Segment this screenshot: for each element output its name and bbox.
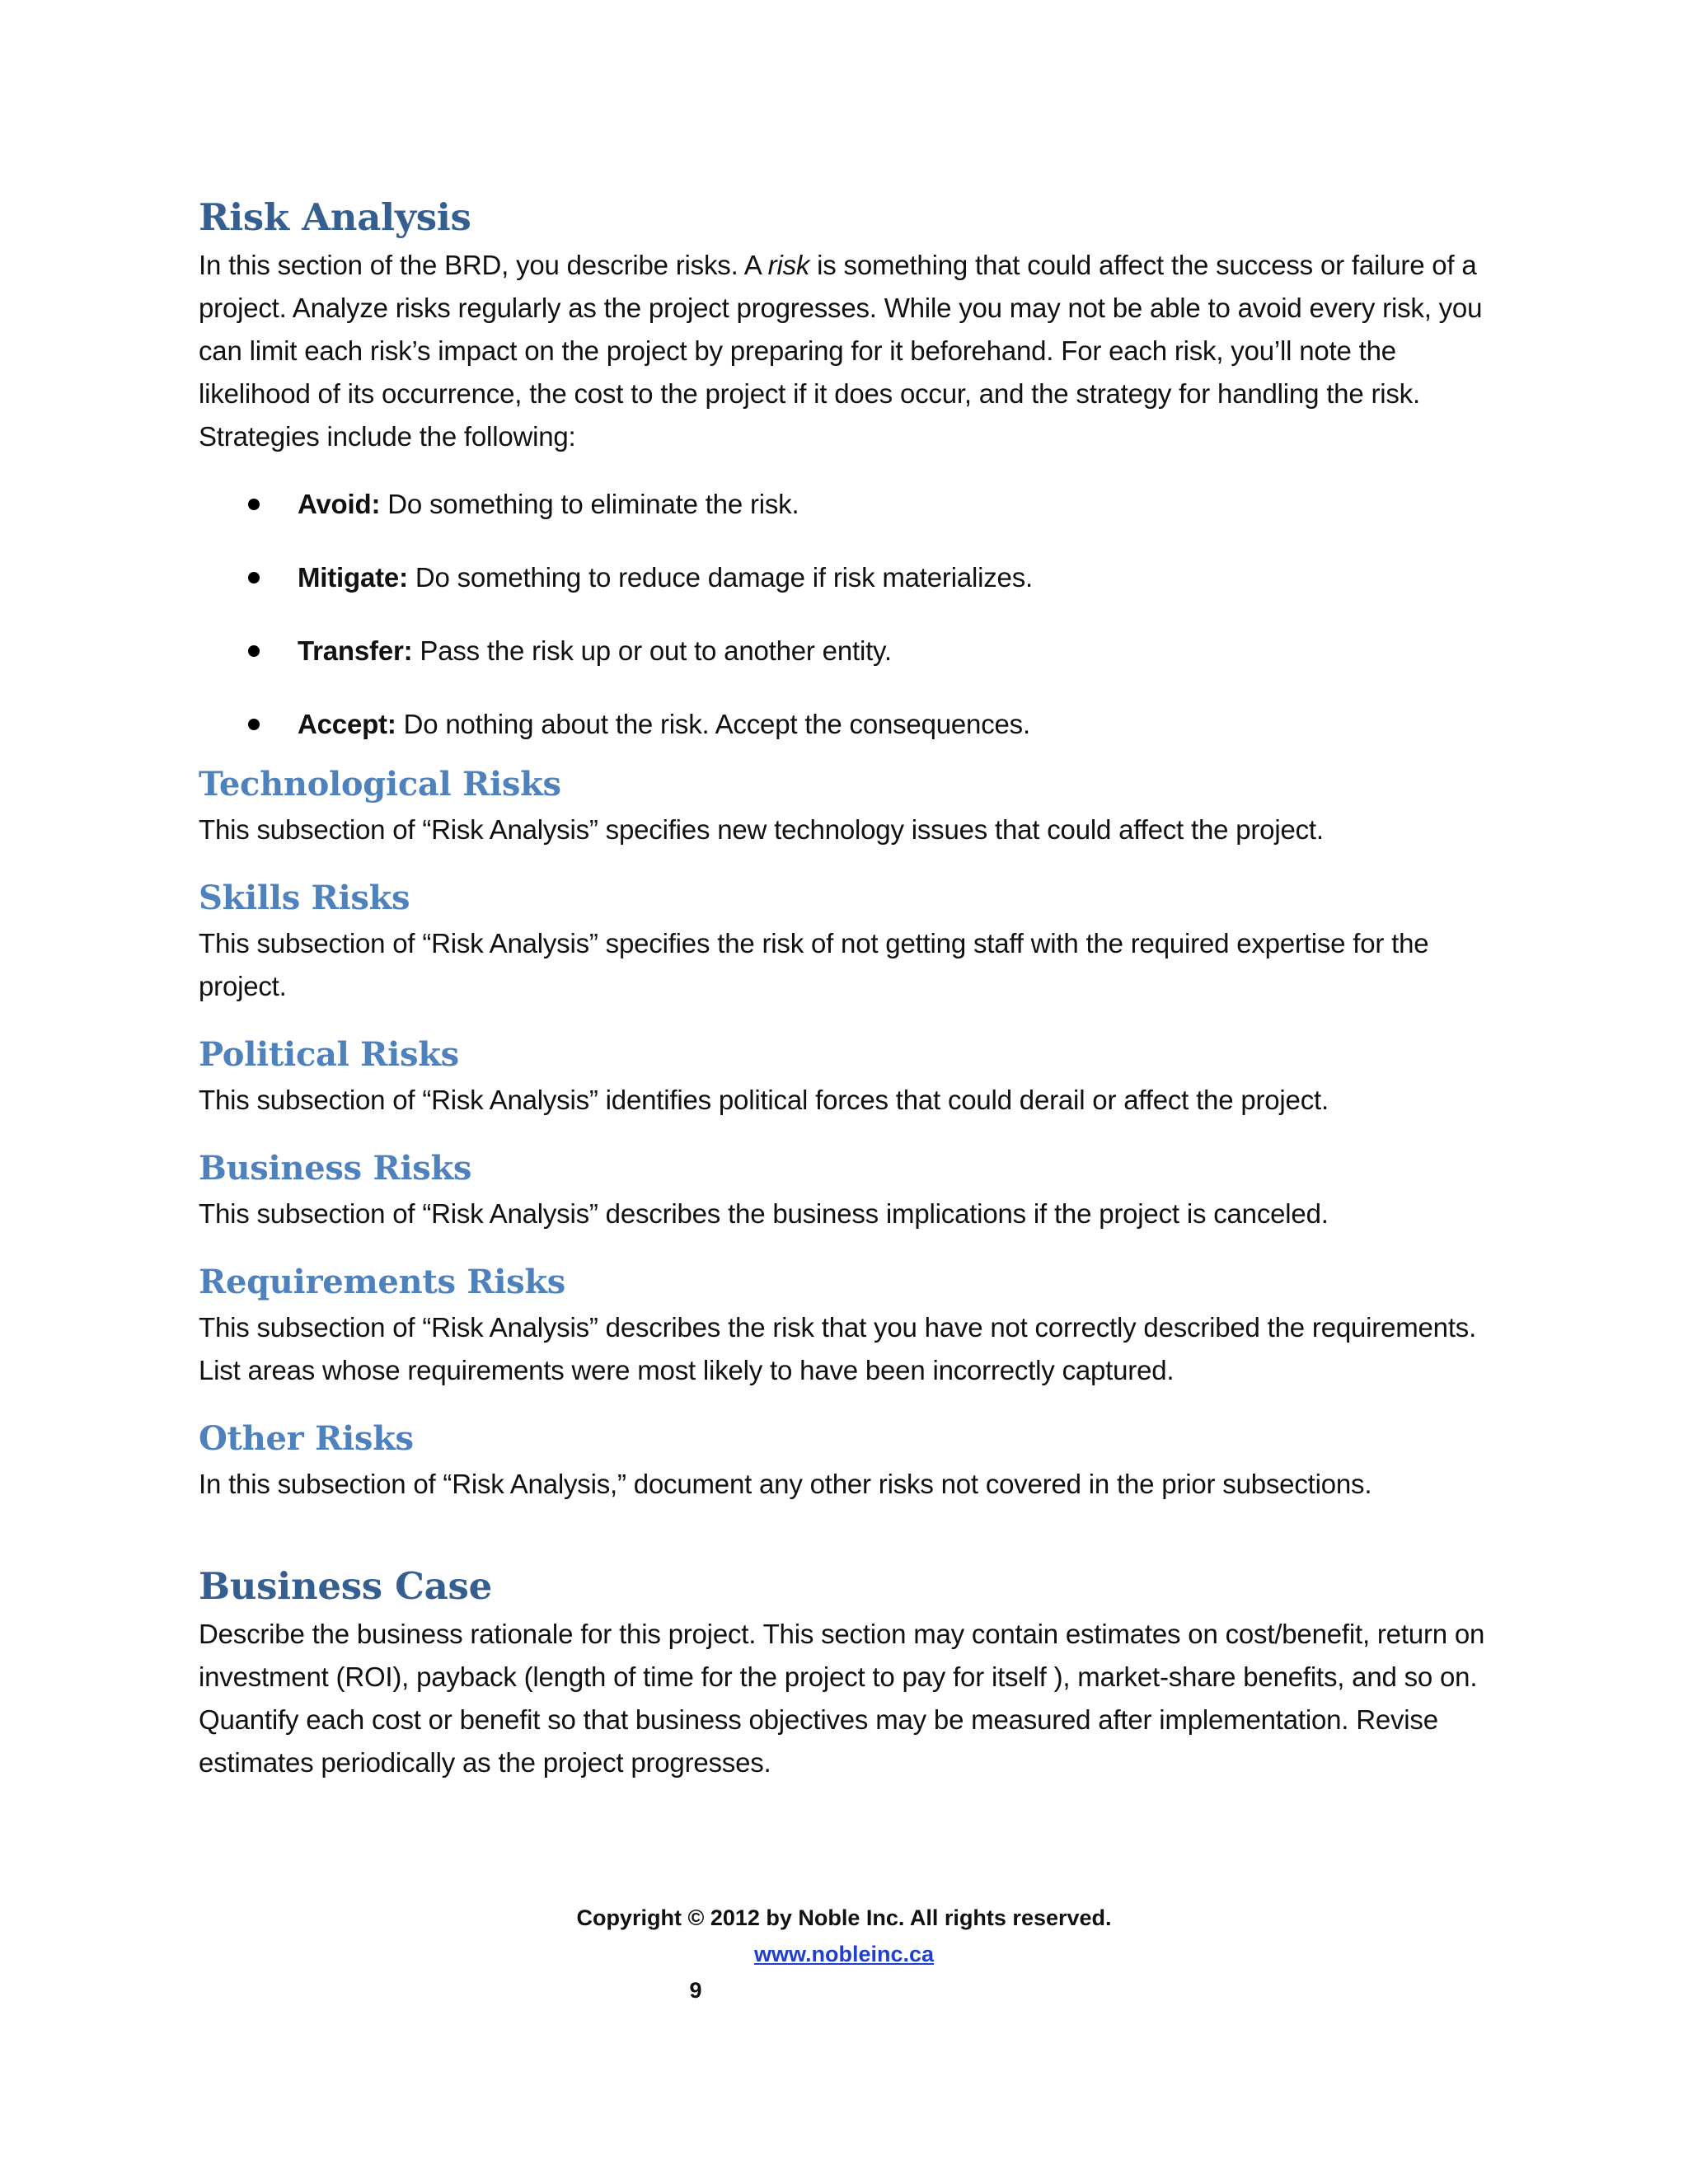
skills-risks-text: This subsection of “Risk Analysis” specifies the risk of not getting staff with the required expertise for the project. <box>199 928 1429 1001</box>
page-content <box>199 191 1501 1784</box>
list-item-mitigate <box>199 556 1501 599</box>
intro-text-start: In this section of the BRD, you describe risks. A <box>199 250 768 280</box>
page-footer <box>0 1900 1688 2008</box>
risk-analysis-heading: Risk Analysis <box>199 195 471 239</box>
bullet-icon <box>248 572 260 583</box>
intro-text-end: is something that could affect the success or failure of a project. Analyze risks regularly as the project progresses. While you may not be able to avoid every risk, you can limit each risk’s impact on the project by preparing for it beforehand. For each risk, you’ll note the likelihood of its occurrence, the cost to the project if it does occur, and the strategy for handling the risk. Strategies include the following: <box>199 250 1483 452</box>
other-risks-heading: Other Risks <box>199 1419 414 1458</box>
intro-text-italic-term: risk <box>767 250 810 280</box>
business-risks-section <box>199 1145 1501 1235</box>
requirements-risks-text: This subsection of “Risk Analysis” describes the risk that you have not correctly described the requirements. List areas whose requirements were most likely to have been incorrectly captured. <box>199 1312 1477 1385</box>
copyright-notice: Copyright © 2012 by Noble Inc. All rights reserved. <box>576 1905 1112 1930</box>
list-item-transfer <box>199 630 1501 673</box>
business-risks-text: This subsection of “Risk Analysis” describes the business implications if the project is canceled. <box>199 1198 1329 1229</box>
other-risks-section <box>199 1415 1501 1506</box>
technological-risks-heading: Technological Risks <box>199 765 561 804</box>
bullet-icon <box>248 719 260 730</box>
bullet-icon <box>248 645 260 657</box>
strategy-list <box>199 483 1501 746</box>
strategy-description: Pass the risk up or out to another entity. <box>412 635 892 666</box>
strategy-description: Do nothing about the risk. Accept the consequences. <box>396 709 1030 739</box>
political-risks-section <box>199 1031 1501 1122</box>
skills-risks-heading: Skills Risks <box>199 879 410 917</box>
other-risks-text: In this subsection of “Risk Analysis,” document any other risks not covered in the prior subsections. <box>199 1469 1372 1499</box>
strategy-term: Avoid: <box>298 489 381 519</box>
political-risks-heading: Political Risks <box>199 1035 459 1074</box>
website-link[interactable]: www.nobleinc.ca <box>753 1942 935 1966</box>
business-case-text: Describe the business rationale for this project. This section may contain estimates on cost/benefit, return on investment (ROI), payback (length of time for the project to pay for itself ), market-share benefits, and so on. Quantify each cost or benefit so that business objectives may be measured after implementation. Revise estimates periodically as the project progresses. <box>199 1619 1485 1778</box>
business-case-heading: Business Case <box>199 1564 492 1608</box>
requirements-risks-section <box>199 1258 1501 1392</box>
technological-risks-section <box>199 761 1501 851</box>
list-item-avoid <box>199 483 1501 526</box>
requirements-risks-heading: Requirements Risks <box>199 1263 566 1301</box>
business-case-section <box>199 1560 1501 1784</box>
risk-analysis-intro <box>199 244 1501 458</box>
skills-risks-section <box>199 874 1501 1008</box>
bullet-icon <box>248 499 260 510</box>
technological-risks-text: This subsection of “Risk Analysis” specifies new technology issues that could affect the project. <box>199 814 1324 845</box>
list-item-accept <box>199 703 1501 746</box>
page-number: 9 <box>689 1978 702 2003</box>
strategy-term: Mitigate: <box>298 562 408 593</box>
political-risks-text: This subsection of “Risk Analysis” identifies political forces that could derail or affect the project. <box>199 1085 1329 1115</box>
strategy-description: Do something to reduce damage if risk materializes. <box>407 562 1033 593</box>
strategy-description: Do something to eliminate the risk. <box>380 489 799 519</box>
strategy-term: Accept: <box>298 709 396 739</box>
business-risks-heading: Business Risks <box>199 1149 472 1188</box>
strategy-term: Transfer: <box>298 635 413 666</box>
